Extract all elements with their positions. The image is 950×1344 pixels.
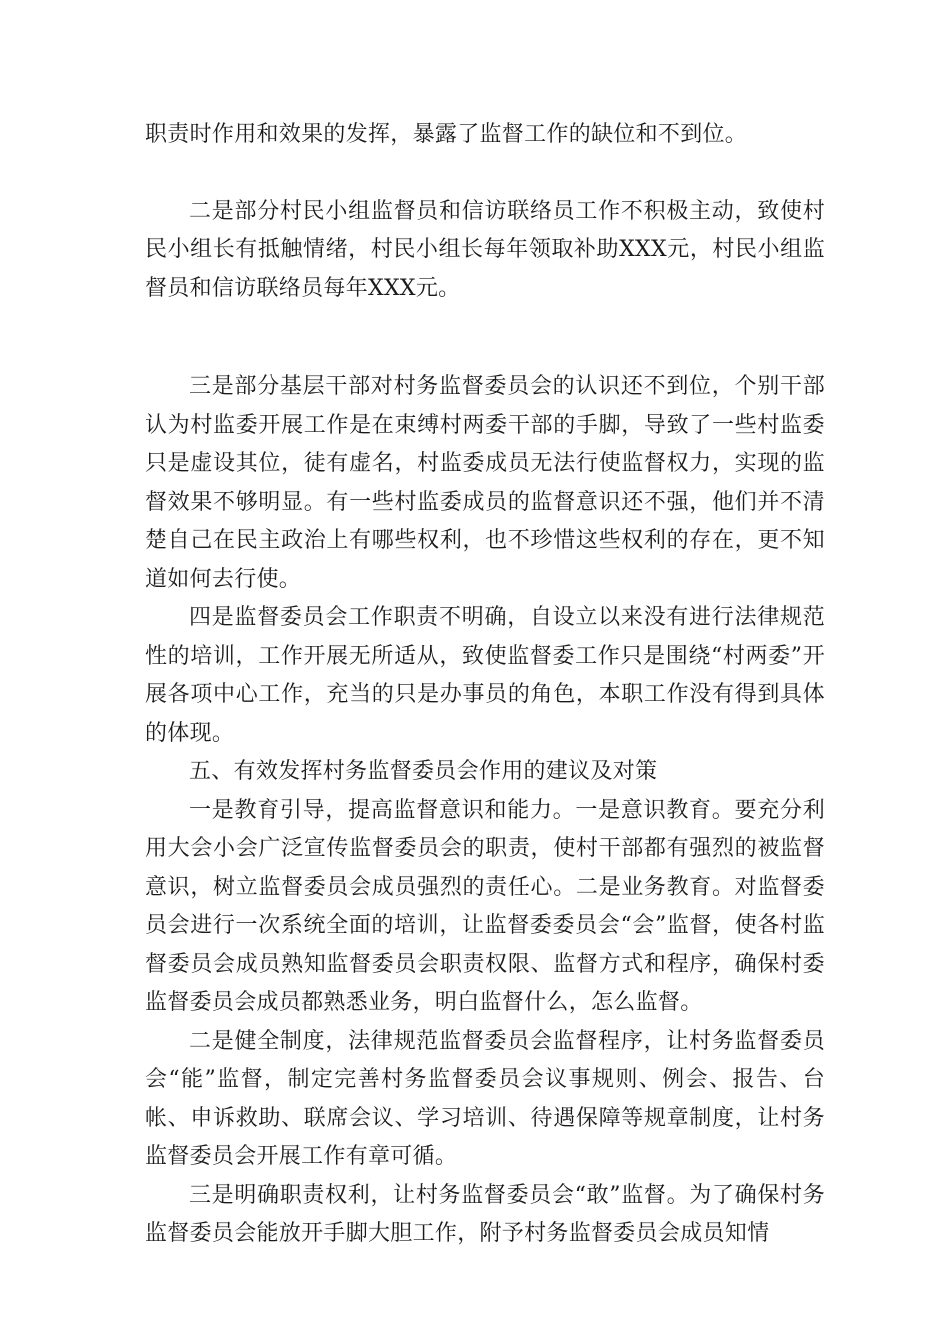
paragraph-suggestion-two: 二是健全制度，法律规范监督委员会监督程序，让村务监督委员会“能”监督，制定完善村务监督委员会议事规则、例会、报告、台帐、申诉救助、联席会议、学习培训、待遇保障等规章制度，让村务监督委员会开展工作有章可循。 <box>145 1028 825 1169</box>
paragraph-point-three: 三是部分基层干部对村务监督委员会的认识还不到位，个别干部认为村监委开展工作是在束缚村两委干部的手脚，导致了一些村监委只是虚设其位，徒有虚名，村监委成员无法行使监督权力，实现的监督效果不够明显。有一些村监委成员的监督意识还不强，他们并不清楚自己在民主政治上有哪些权利，也不珍惜这些权利的存在，更不知道如何去行使。 <box>145 374 825 592</box>
document-body <box>145 116 825 1254</box>
paragraph-continuation: 职责时作用和效果的发挥，暴露了监督工作的缺位和不到位。 <box>145 122 748 147</box>
paragraph-point-two: 二是部分村民小组监督员和信访联络员工作不积极主动，致使村民小组长有抵触情绪，村民小组长每年领取补助XXX元，村民小组监督员和信访联络员每年XXX元。 <box>145 198 825 301</box>
paragraph-point-four: 四是监督委员会工作职责不明确，自设立以来没有进行法律规范性的培训，工作开展无所适从，致使监督委工作只是围绕“村两委”开展各项中心工作，充当的只是办事员的角色，本职工作没有得到具体的体现。 <box>145 605 825 746</box>
paragraph-suggestion-one: 一是教育引导，提高监督意识和能力。一是意识教育。要充分利用大会小会广泛宣传监督委员会的职责，使村干部都有强烈的被监督意识，树立监督委员会成员强烈的责任心。二是业务教育。对监督委员会进行一次系统全面的培训，让监督委委员会“会”监督，使各村监督委员会成员熟知监督委员会职责权限、监督方式和程序，确保村委监督委员会成员都熟悉业务，明白监督什么，怎么监督。 <box>145 797 825 1015</box>
paragraph-suggestion-three: 三是明确职责权利，让村务监督委员会“敢”监督。为了确保村务监督委员会能放开手脚大胆工作，附予村务监督委员会成员知情 <box>145 1182 825 1246</box>
section-heading-five: 五、有效发挥村务监督委员会作用的建议及对策 <box>189 759 658 784</box>
